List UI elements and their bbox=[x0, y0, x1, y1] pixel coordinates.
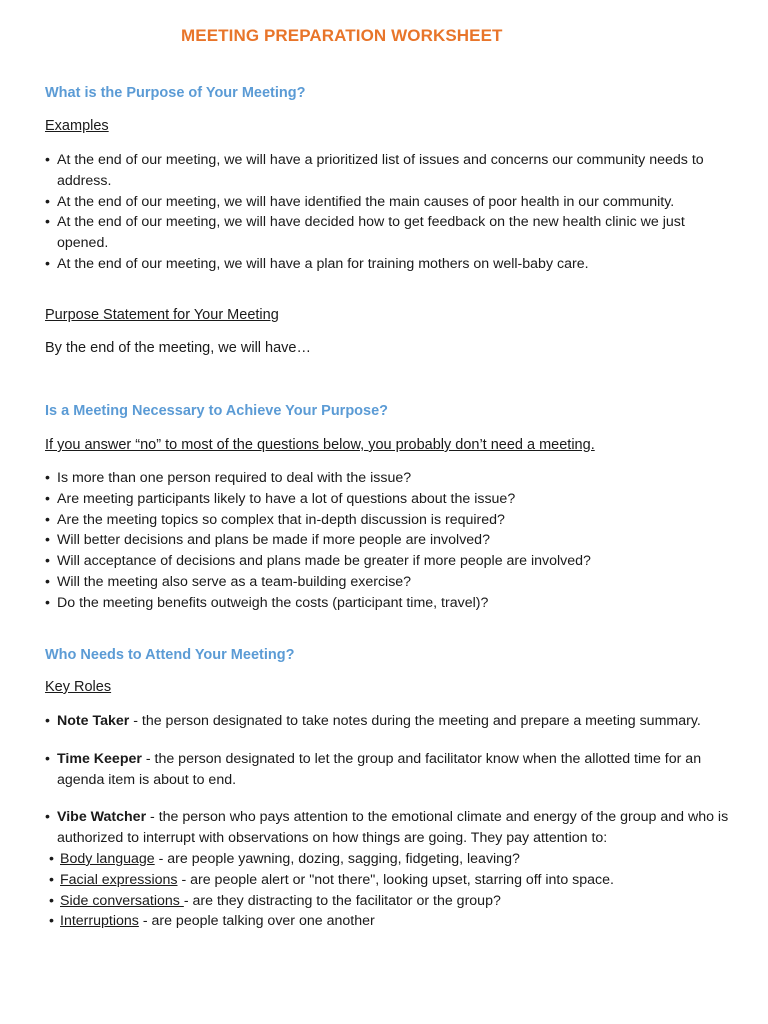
role-description: - the person designated to take notes during the meeting and prepare a meeting summary. bbox=[129, 713, 701, 729]
vibe-detail: - are they distracting to the facilitator or the group? bbox=[183, 892, 501, 909]
key-roles-label: Key Roles bbox=[45, 679, 112, 695]
attendees-heading: Who Needs to Attend Your Meeting? bbox=[45, 647, 295, 663]
list-item: • At the end of our meeting, we will have decided how to get feedback on the new health clinic we just opened. bbox=[45, 212, 735, 254]
necessity-instruction: If you answer “no” to most of the questions below, you probably don’t need a meeting. bbox=[45, 437, 595, 453]
list-item: • Will the meeting also serve as a team-building exercise? bbox=[45, 572, 735, 593]
role-vibe-watcher bbox=[45, 807, 735, 932]
role-description: - the person who pays attention to the emotional climate and energy of the group and who is authorized to interrupt with observations on how things are going. They pay attention to: bbox=[57, 809, 729, 847]
vibe-detail: - are people yawning, dozing, sagging, fidgeting, leaving? bbox=[154, 850, 520, 867]
list-item: • Will acceptance of decisions and plans made be greater if more people are involved? bbox=[45, 551, 735, 572]
list-item: • At the end of our meeting, we will have a plan for training mothers on well-baby care. bbox=[45, 254, 735, 275]
list-item: • At the end of our meeting, we will have a prioritized list of issues and concerns our community needs to address. bbox=[45, 150, 735, 192]
vibe-watch-list bbox=[49, 849, 735, 932]
examples-list bbox=[45, 150, 735, 275]
list-item: • Will better decisions and plans be made if more people are involved? bbox=[45, 530, 735, 551]
vibe-term: Body language bbox=[60, 850, 155, 867]
vibe-detail: - are people talking over one another bbox=[138, 913, 375, 930]
list-item bbox=[49, 911, 735, 932]
purpose-statement-label: Purpose Statement for Your Meeting bbox=[45, 307, 279, 323]
role-note-taker bbox=[45, 711, 735, 732]
role-description: - the person designated to let the group and facilitator know when the allotted time for an agenda item is about to end. bbox=[57, 750, 702, 788]
list-item bbox=[49, 849, 735, 870]
list-item: • Are the meeting topics so complex that in-depth discussion is required? bbox=[45, 510, 735, 531]
list-item bbox=[49, 891, 735, 912]
vibe-term: Facial expressions bbox=[60, 871, 178, 888]
list-item: • Do the meeting benefits outweigh the costs (participant time, travel)? bbox=[45, 593, 735, 614]
vibe-term: Interruptions bbox=[60, 913, 139, 930]
vibe-detail: - are people alert or "not there", looking upset, starring off into space. bbox=[177, 871, 614, 888]
necessity-heading: Is a Meeting Necessary to Achieve Your Purpose? bbox=[45, 403, 389, 419]
role-time-keeper bbox=[45, 749, 735, 791]
role-name: Vibe Watcher bbox=[57, 809, 147, 826]
purpose-statement-text: By the end of the meeting, we will have… bbox=[45, 340, 311, 356]
examples-label: Examples bbox=[45, 118, 109, 134]
questions-list bbox=[45, 468, 735, 614]
role-name: Time Keeper bbox=[57, 750, 142, 767]
list-item: • Is more than one person required to deal with the issue? bbox=[45, 468, 735, 489]
list-item bbox=[49, 870, 735, 891]
purpose-heading: What is the Purpose of Your Meeting? bbox=[45, 85, 306, 101]
vibe-term: Side conversations bbox=[60, 892, 184, 909]
list-item: • At the end of our meeting, we will have identified the main causes of poor health in our community. bbox=[45, 192, 735, 213]
role-name: Note Taker bbox=[57, 713, 130, 729]
page-title: MEETING PREPARATION WORKSHEET bbox=[181, 26, 503, 45]
list-item: • Are meeting participants likely to have a lot of questions about the issue? bbox=[45, 489, 735, 510]
roles-list bbox=[45, 711, 735, 949]
